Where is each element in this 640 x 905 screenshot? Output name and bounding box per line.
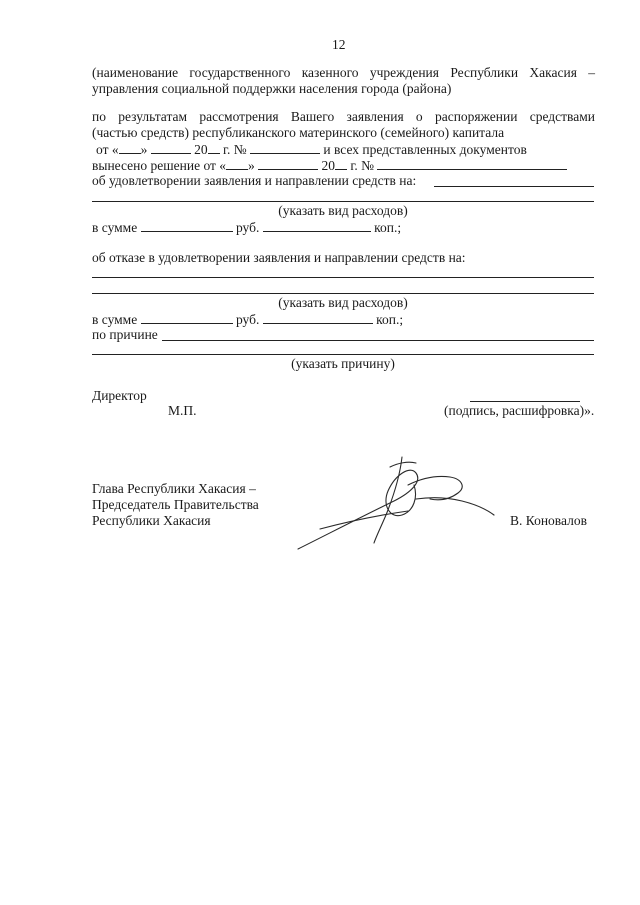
institution-name-line-1: (наименование государственного казенного учреждения Республики Хакасия –: [92, 65, 595, 80]
refusal-sum-line: в сумме руб. коп.;: [92, 312, 404, 327]
approval-purpose-blank-1[interactable]: [434, 186, 594, 187]
director-label: Директор: [92, 388, 147, 403]
signer-name: В. Коновалов: [510, 513, 587, 528]
year-blank[interactable]: [208, 141, 220, 154]
refusal-rub-blank[interactable]: [141, 311, 233, 324]
signature-hint: (подпись, расшифровка)».: [444, 403, 595, 418]
body-line-3: от « » 20 г. № и всех представленных документов: [96, 142, 527, 157]
refusal-purpose-hint: (указать вид расходов): [278, 295, 408, 310]
approval-purpose-hint: (указать вид расходов): [278, 203, 408, 218]
day-blank[interactable]: [119, 141, 141, 154]
body-line-4: вынесено решение от « » 20 г. №: [92, 157, 567, 174]
institution-name-line-2: управления социальной поддержки населения города (района): [92, 81, 452, 96]
body-line-1: по результатам рассмотрения Вашего заявления о распоряжении средствами: [92, 109, 595, 124]
refusal-reason-hint: (указать причину): [291, 356, 395, 371]
refusal-reason-blank-1[interactable]: [162, 340, 594, 341]
page-number: 12: [332, 37, 346, 52]
decision-day-blank[interactable]: [226, 157, 248, 170]
refusal-reason-label: по причине: [92, 327, 158, 342]
refusal-kop-blank[interactable]: [263, 311, 373, 324]
body-line-2: (частью средств) республиканского материнского (семейного) капитала: [92, 125, 505, 140]
approval-heading: об удовлетворении заявления и направлении средств на:: [92, 173, 417, 188]
signer-title-line-1: Глава Республики Хакасия –: [92, 481, 256, 496]
decision-year-blank[interactable]: [335, 157, 347, 170]
approval-rub-blank[interactable]: [141, 219, 233, 232]
decision-month-blank[interactable]: [258, 157, 318, 170]
signer-title-line-2: Председатель Правительства: [92, 497, 259, 512]
refusal-heading: об отказе в удовлетворении заявления и направлении средств на:: [92, 250, 466, 265]
decision-number-blank[interactable]: [377, 157, 567, 170]
application-number-blank[interactable]: [250, 141, 320, 154]
month-blank[interactable]: [151, 141, 191, 154]
stamp-label: М.П.: [168, 403, 197, 418]
approval-sum-line: в сумме руб. коп.;: [92, 220, 402, 235]
approval-purpose-blank-2[interactable]: [92, 201, 594, 202]
signer-title-line-3: Республики Хакасия: [92, 513, 211, 528]
refusal-purpose-blank-1[interactable]: [92, 277, 594, 278]
director-signature-blank[interactable]: [470, 401, 580, 402]
handwritten-signature: [290, 445, 500, 555]
refusal-reason-blank-2[interactable]: [92, 354, 594, 355]
refusal-purpose-blank-2[interactable]: [92, 293, 594, 294]
approval-kop-blank[interactable]: [263, 219, 371, 232]
